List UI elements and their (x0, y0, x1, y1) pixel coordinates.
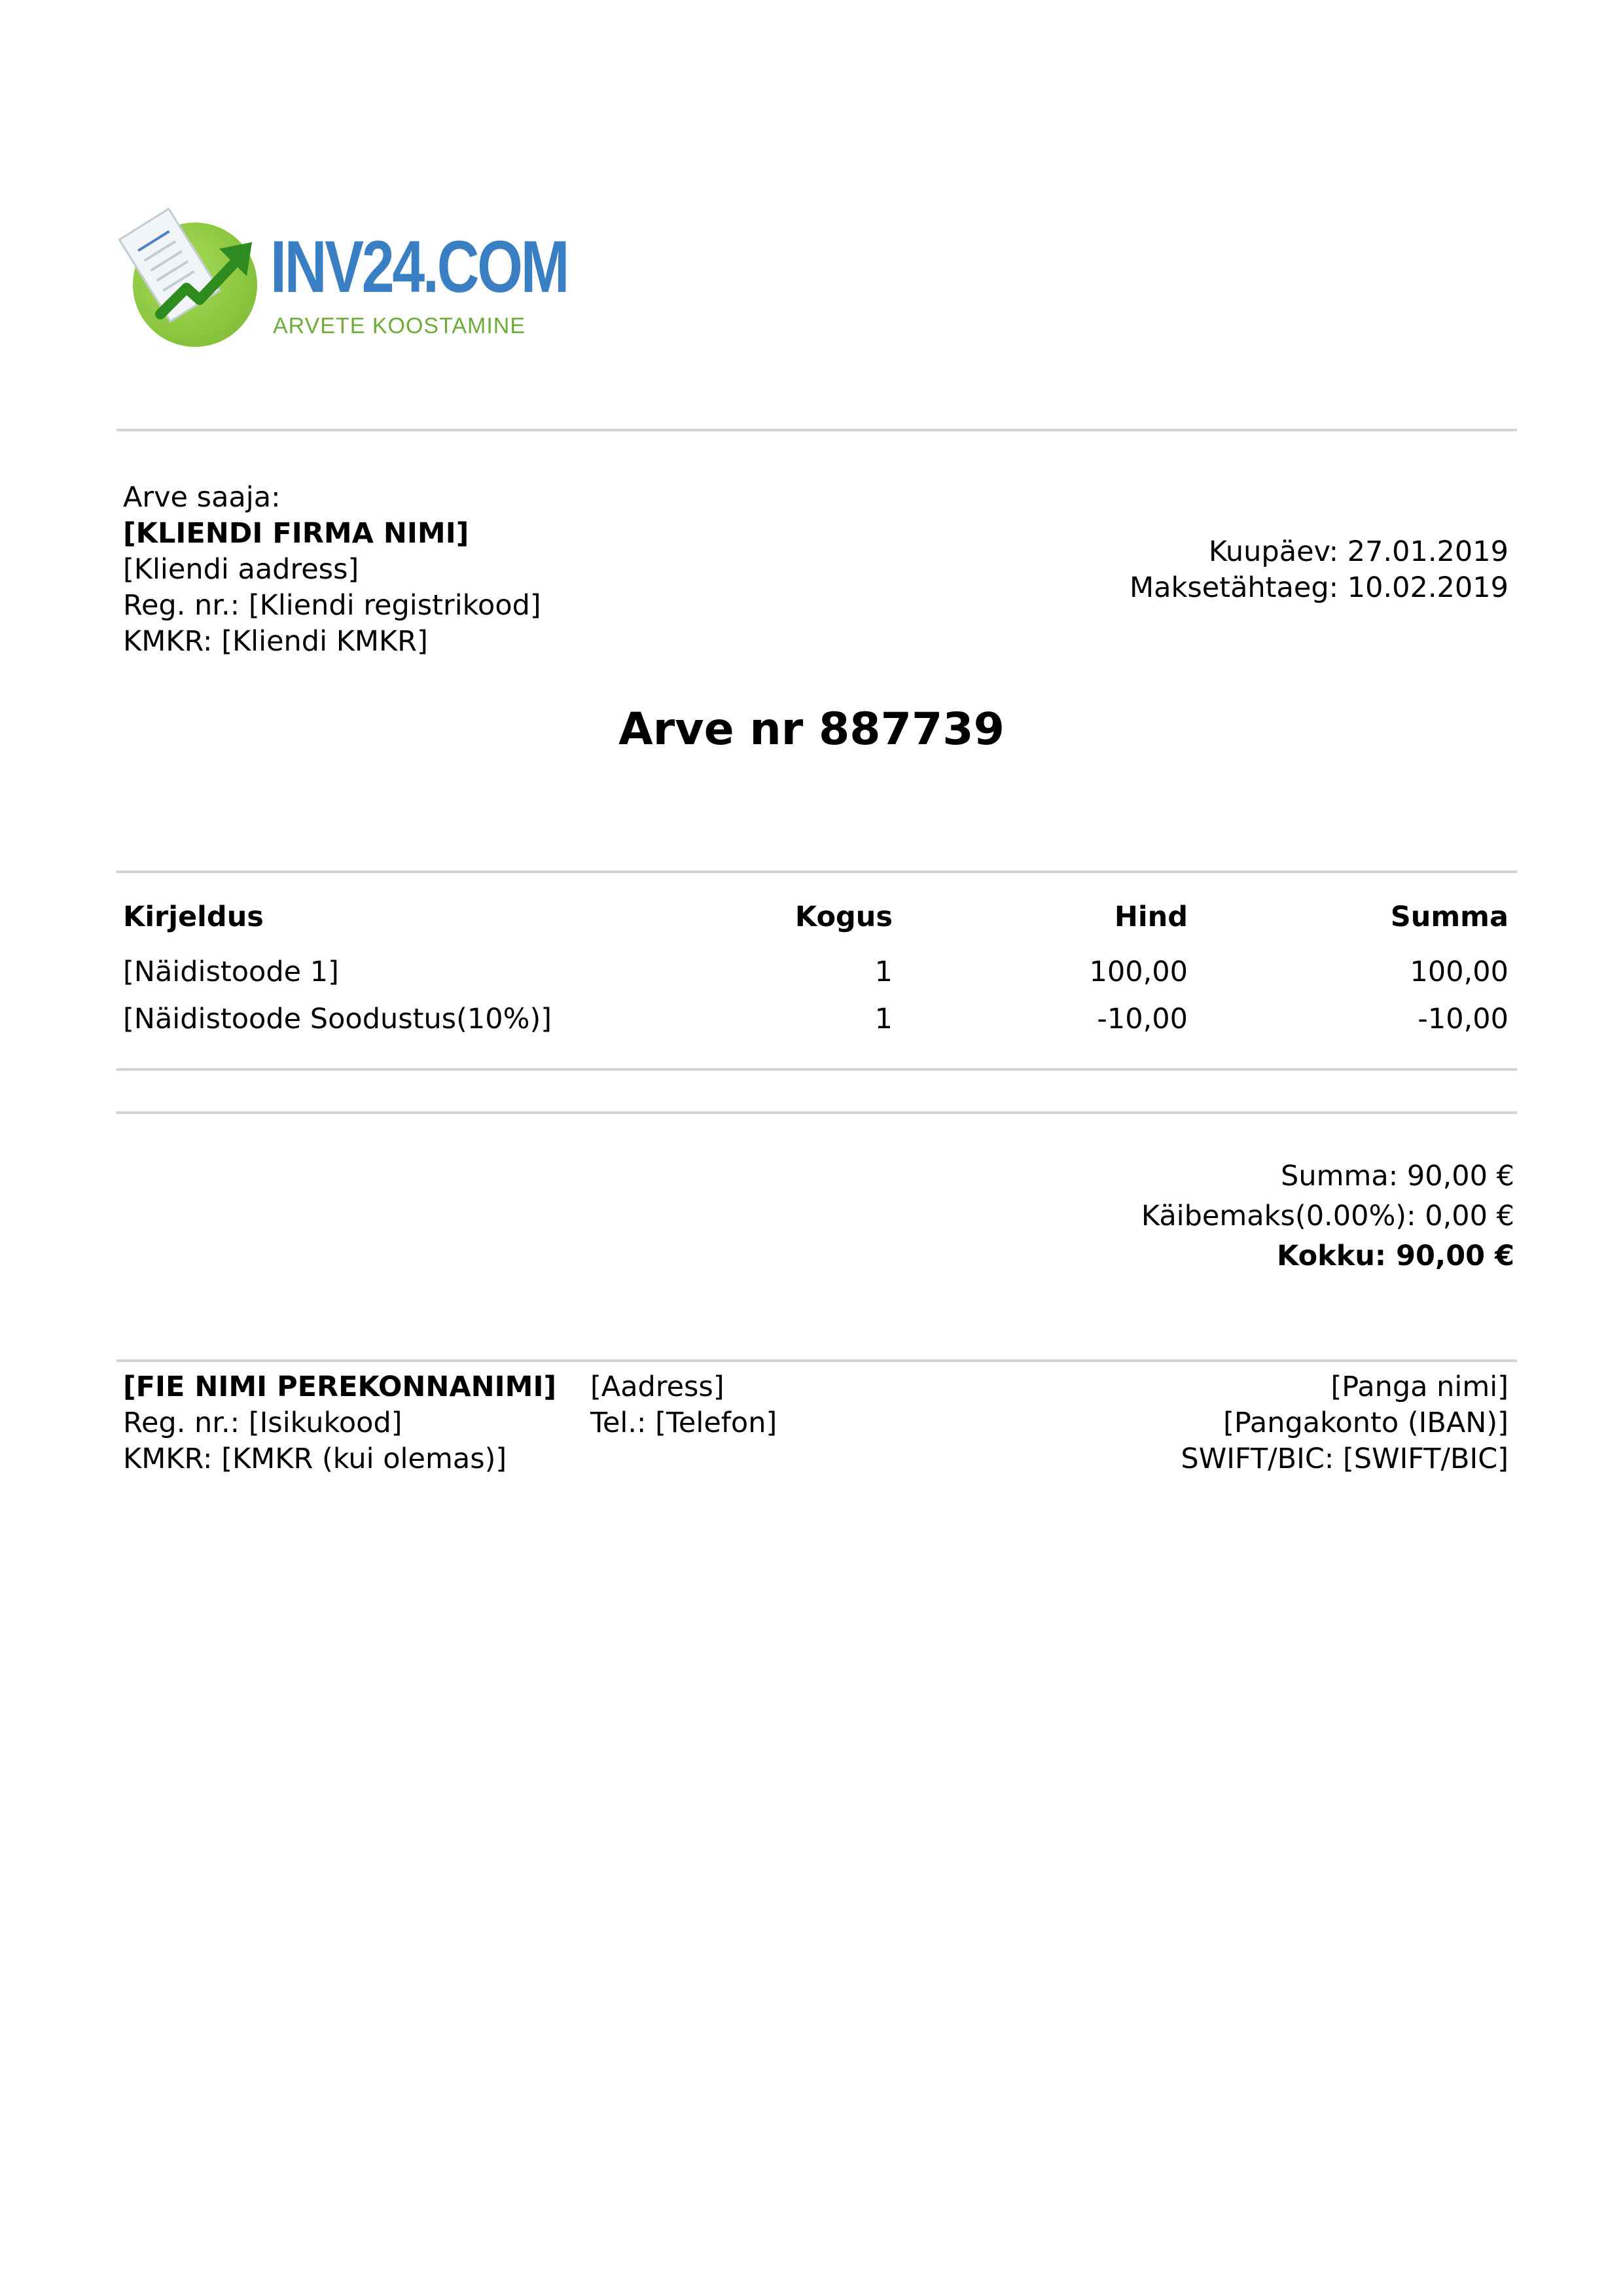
col-header-description: Kirjeldus (123, 901, 264, 933)
row-price: 100,00 (1089, 956, 1188, 988)
invoice-title: Arve nr 887739 (618, 704, 1005, 755)
table-bottom-divider (116, 1068, 1517, 1071)
seller-name: [FIE NIMI PEREKONNANIMI] (123, 1371, 557, 1403)
logo-name: INV24.COM (270, 226, 568, 308)
row-sum: 100,00 (1410, 956, 1508, 988)
row-quantity: 1 (874, 1003, 893, 1035)
recipient-reg: Reg. nr.: [Kliendi registrikood] (123, 589, 541, 622)
recipient-vat: KMKR: [Kliendi KMKR] (123, 625, 428, 658)
invoice-due-date: Maksetähtaeg: 10.02.2019 (1130, 571, 1508, 604)
col-header-price: Hind (1114, 901, 1188, 933)
row-description: [Näidistoode 1] (123, 956, 339, 988)
bank-swift: SWIFT/BIC: [SWIFT/BIC] (1181, 1443, 1508, 1475)
totals-total: Kokku: 90,00 € (1277, 1240, 1514, 1272)
totals-vat: Käibemaks(0.00%): 0,00 € (1141, 1200, 1514, 1232)
row-price: -10,00 (1097, 1003, 1188, 1035)
col-header-quantity: Kogus (794, 901, 893, 933)
recipient-address: [Kliendi aadress] (123, 553, 359, 586)
recipient-company: [KLIENDI FIRMA NIMI] (123, 517, 469, 550)
row-sum: -10,00 (1418, 1003, 1508, 1035)
logo-tagline: ARVETE KOOSTAMINE (273, 314, 526, 338)
totals-divider (116, 1111, 1517, 1114)
totals-sum: Summa: 90,00 € (1281, 1160, 1514, 1193)
seller-vat: KMKR: [KMKR (kui olemas)] (123, 1443, 507, 1475)
bank-name: [Panga nimi] (1330, 1371, 1508, 1403)
invoice-date: Kuupäev: 27.01.2019 (1208, 535, 1508, 568)
logo-arrow-icon (128, 216, 265, 353)
recipient-label: Arve saaja: (123, 481, 281, 514)
bank-account: [Pangakonto (IBAN)] (1223, 1407, 1508, 1439)
company-logo (128, 216, 568, 353)
seller-phone: Tel.: [Telefon] (590, 1407, 777, 1439)
table-top-divider (116, 870, 1517, 873)
footer-divider (116, 1359, 1517, 1362)
seller-address: [Aadress] (590, 1371, 724, 1403)
row-description: [Näidistoode Soodustus(10%)] (123, 1003, 552, 1035)
row-quantity: 1 (874, 956, 893, 988)
seller-reg: Reg. nr.: [Isikukood] (123, 1407, 402, 1439)
header-divider (116, 429, 1517, 431)
col-header-sum: Summa (1390, 901, 1508, 933)
